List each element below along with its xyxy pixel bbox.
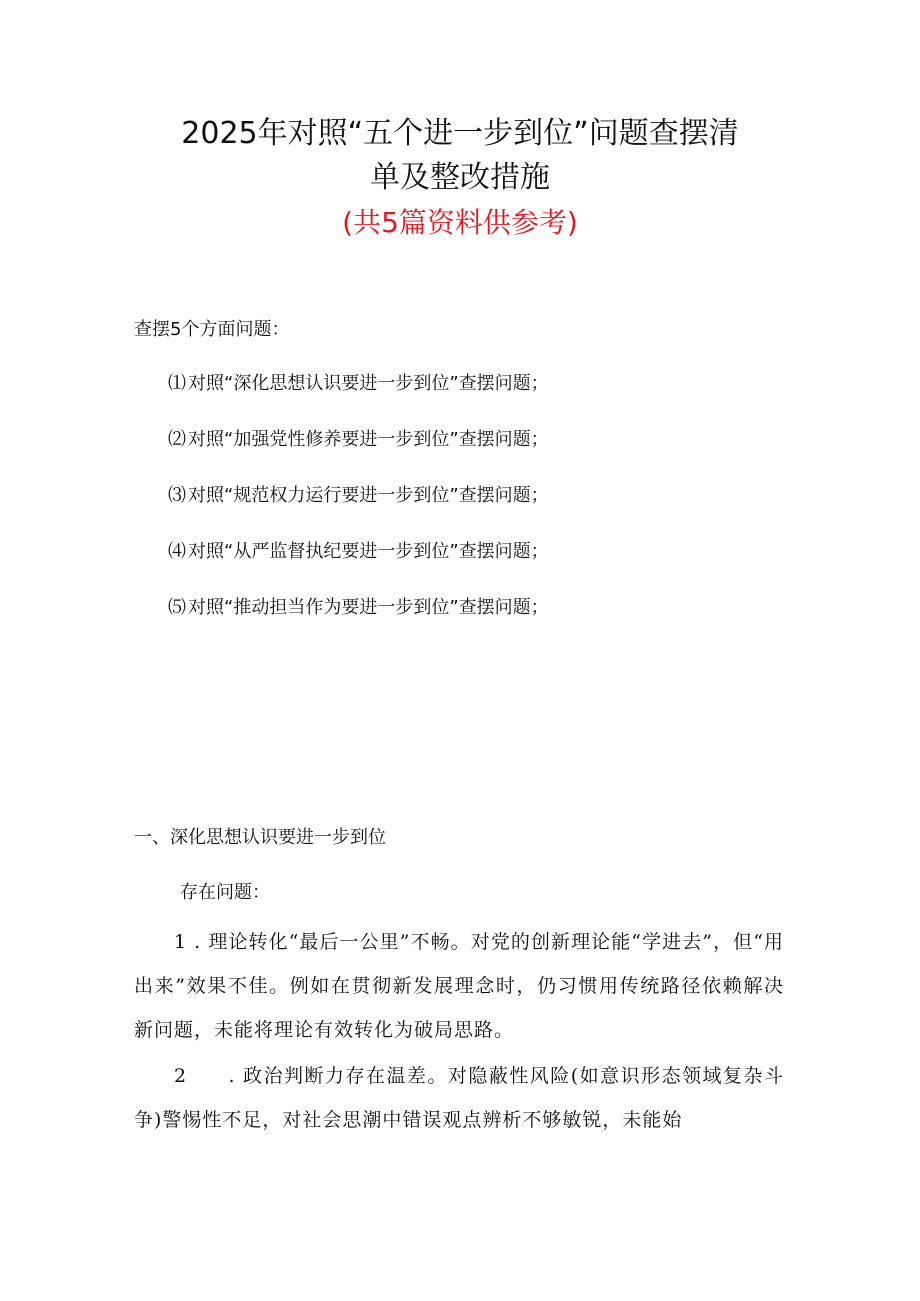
problems-label: 存在问题： — [180, 882, 270, 903]
list-item — [168, 595, 549, 621]
list-item — [168, 427, 549, 453]
paragraph-2 — [134, 1054, 784, 1142]
list-item-text: 对照“加强党性修养要进一步到位”查摆问题； — [188, 429, 549, 450]
document-subtitle: (共5篇资料供参考) — [342, 206, 578, 239]
paragraph-1 — [134, 920, 784, 1052]
document-title-line-1: 2025年对照“五个进一步到位”问题查摆清 — [181, 116, 739, 151]
list-item-text: 对照“从严监督执纪要进一步到位”查摆问题； — [188, 541, 549, 562]
list-item-text: 对照“推动担当作为要进一步到位”查摆问题； — [188, 597, 549, 618]
list-item — [168, 483, 549, 509]
list-item-number: ⑴ — [168, 373, 186, 394]
paragraph-2-text: 2 . 政治判断力存在温差。对隐蔽性风险(如意识形态领域复杂斗争)警惕性不足，对社会思潮中错误观点辨析不够敏锐，未能始 — [134, 1065, 784, 1131]
list-item — [168, 539, 549, 565]
paragraph-1-text: 1 . 理论转化“最后一公里”不畅。对党的创新理论能“学进去”，但“用出来”效果不佳。例如在贯彻新发展理念时，仍习惯用传统路径依赖解决新问题，未能将理论有效转化为破局思路。 — [134, 931, 784, 1041]
list-item-number: ⑷ — [168, 541, 186, 562]
list-item-text: 对照“规范权力运行要进一步到位”查摆问题； — [188, 485, 549, 506]
intro-text: 查摆5个方面问题： — [134, 319, 290, 340]
section-heading: 一、深化思想认识要进一步到位 — [134, 827, 386, 848]
list-item-number: ⑸ — [168, 597, 186, 618]
document-title-line-2: 单及整改措施 — [370, 160, 550, 195]
list-item-number: ⑶ — [168, 485, 186, 506]
list-item-text: 对照“深化思想认识要进一步到位”查摆问题； — [188, 373, 549, 394]
list-item — [168, 371, 549, 397]
list-item-number: ⑵ — [168, 429, 186, 450]
